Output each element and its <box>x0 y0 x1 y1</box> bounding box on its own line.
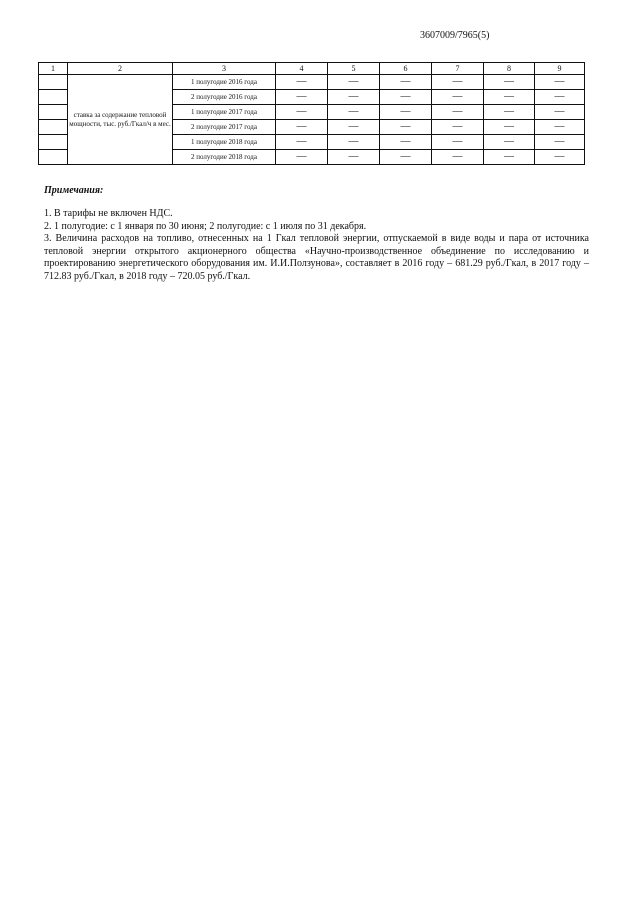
value-cell: — <box>380 120 432 135</box>
rate-description: ставка за содержание тепловой мощности, тыс. руб./Гкал/ч в мес. <box>68 75 173 165</box>
value-cell: — <box>484 135 535 150</box>
value-cell: — <box>484 150 535 165</box>
index-cell <box>39 75 68 90</box>
note-item: 3. Величина расходов на топливо, отнесенных на 1 Гкал тепловой энергии, отпускаемой в виде воды и пара от источника тепловой энергии открытого акционерного общества «Научно-производственное объединение по исследованию и проектированию энергетического оборудования им. И.И.Ползунова», составляет в 2016 году – 681.29 руб./Гкал, в 2017 году – 712.83 руб./Гкал, в 2018 году – 720.05 руб./Гкал. <box>44 233 589 282</box>
index-cell <box>39 120 68 135</box>
value-cell: — <box>380 135 432 150</box>
period-cell: 2 полугодие 2016 года <box>173 90 276 105</box>
value-cell: — <box>380 90 432 105</box>
value-cell: — <box>328 120 380 135</box>
column-header: 2 <box>68 63 173 75</box>
value-cell: — <box>276 90 328 105</box>
value-cell: — <box>276 105 328 120</box>
value-cell: — <box>535 105 585 120</box>
column-header: 3 <box>173 63 276 75</box>
index-cell <box>39 150 68 165</box>
value-cell: — <box>432 105 484 120</box>
value-cell: — <box>276 75 328 90</box>
period-cell: 2 полугодие 2017 года <box>173 120 276 135</box>
value-cell: — <box>380 75 432 90</box>
value-cell: — <box>276 120 328 135</box>
column-header: 8 <box>484 63 535 75</box>
table-header-row <box>39 63 585 75</box>
column-header: 4 <box>276 63 328 75</box>
value-cell: — <box>380 105 432 120</box>
note-item: 1. В тарифы не включен НДС. <box>44 208 173 219</box>
value-cell: — <box>484 105 535 120</box>
value-cell: — <box>432 135 484 150</box>
value-cell: — <box>432 90 484 105</box>
period-cell: 2 полугодие 2018 года <box>173 150 276 165</box>
value-cell: — <box>484 75 535 90</box>
tariff-table <box>38 62 585 165</box>
period-cell: 1 полугодие 2017 года <box>173 105 276 120</box>
value-cell: — <box>328 105 380 120</box>
index-cell <box>39 105 68 120</box>
column-header: 7 <box>432 63 484 75</box>
notes-list <box>44 208 589 283</box>
value-cell: — <box>328 150 380 165</box>
value-cell: — <box>328 90 380 105</box>
value-cell: — <box>535 90 585 105</box>
note-item: 2. 1 полугодие: с 1 января по 30 июня; 2 полугодие: с 1 июля по 31 декабря. <box>44 220 367 232</box>
value-cell: — <box>432 150 484 165</box>
column-header: 6 <box>380 63 432 75</box>
value-cell: — <box>432 120 484 135</box>
value-cell: — <box>328 135 380 150</box>
document-number: 3607009/7965(5) <box>420 30 490 41</box>
column-header: 5 <box>328 63 380 75</box>
column-header: 1 <box>39 63 68 75</box>
value-cell: — <box>328 75 380 90</box>
value-cell: — <box>535 75 585 90</box>
value-cell: — <box>484 120 535 135</box>
value-cell: — <box>380 150 432 165</box>
value-cell: — <box>276 135 328 150</box>
value-cell: — <box>432 75 484 90</box>
index-cell <box>39 90 68 105</box>
value-cell: — <box>276 150 328 165</box>
period-cell: 1 полугодие 2018 года <box>173 135 276 150</box>
column-header: 9 <box>535 63 585 75</box>
value-cell: — <box>535 135 585 150</box>
period-cell: 1 полугодие 2016 года <box>173 75 276 90</box>
notes-title: Примечания: <box>44 185 104 196</box>
value-cell: — <box>484 90 535 105</box>
value-cell: — <box>535 150 585 165</box>
table-row <box>39 75 585 90</box>
index-cell <box>39 135 68 150</box>
value-cell: — <box>535 120 585 135</box>
